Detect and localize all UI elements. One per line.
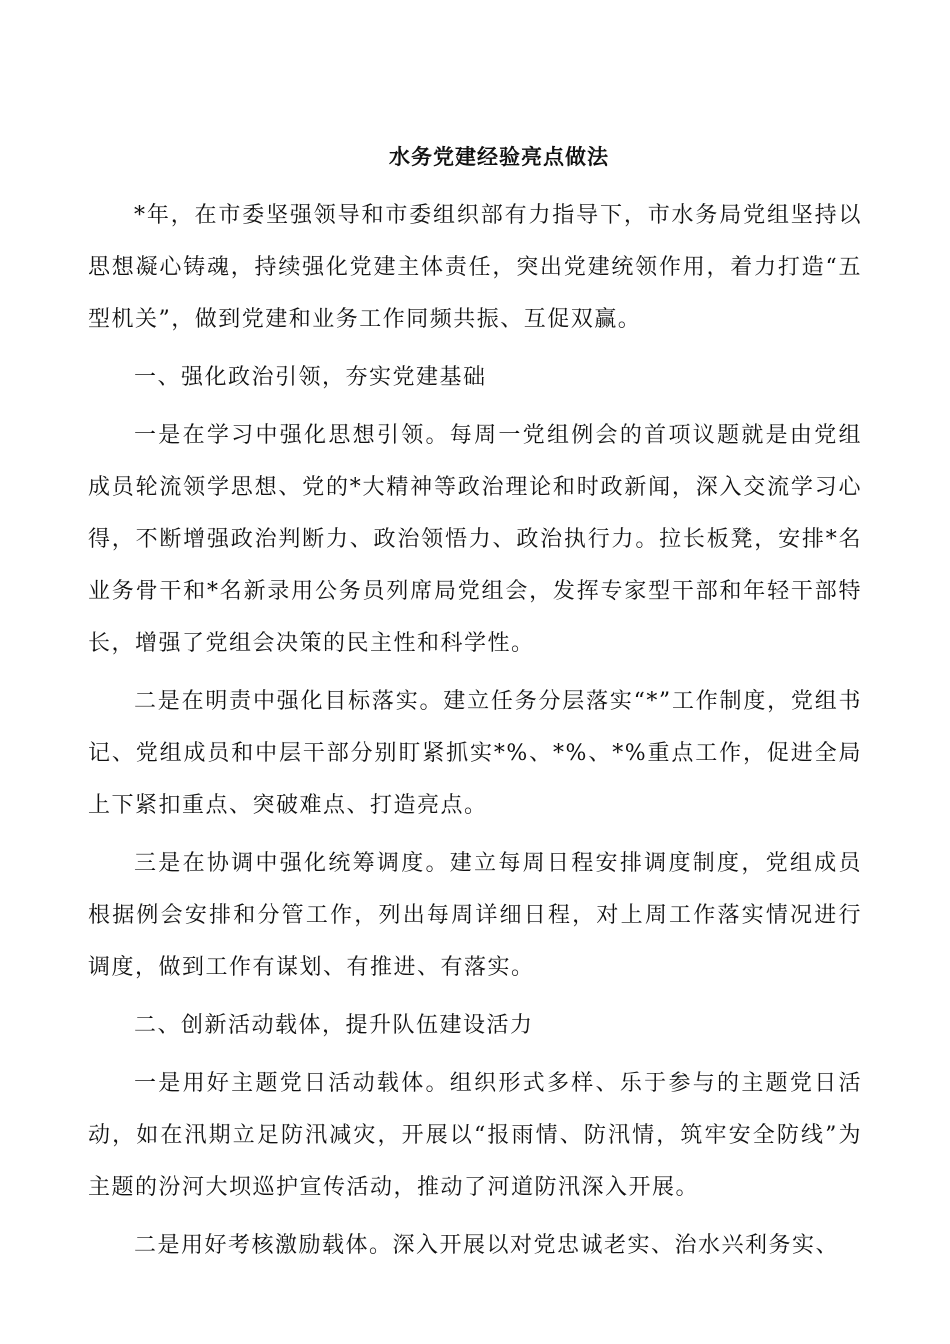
section-heading-2: 二、创新活动载体，提升队伍建设活力: [134, 1013, 534, 1038]
paragraph: 二是在明责中强化目标落实。建立任务分层落实“*”工作制度，党组书记、党组成员和中层干部分别盯紧抓实*%、*%、*%重点工作，促进全局上下紧扣重点、突破难点、打造亮点。: [88, 689, 862, 818]
paragraph: 一是在学习中强化思想引领。每周一党组例会的首项议题就是由党组成员轮流领学思想、党的*大精神等政治理论和时政新闻，深入交流学习心得，不断增强政治判断力、政治领悟力、政治执行力。拉长板凳，安排*名业务骨干和*名新录用公务员列席局党组会，发挥专家型干部和年轻干部特长，增强了党组会决策的民主性和科学性。: [88, 423, 862, 656]
paragraph: 二是用好考核激励载体。深入开展以对党忠诚老实、治水兴利务实、: [134, 1233, 840, 1258]
document-body: [88, 190, 862, 1278]
paragraph: 一是用好主题党日活动载体。组织形式多样、乐于参与的主题党日活动，如在汛期立足防汛减灾，开展以“报雨情、防汛情，筑牢安全防线”为主题的汾河大坝巡护宣传活动，推动了河道防汛深入开展。: [88, 1071, 862, 1200]
section-heading-1: 一、强化政治引领，夯实党建基础: [134, 365, 487, 390]
paragraph: 三是在协调中强化统筹调度。建立每周日程安排调度制度，党组成员根据例会安排和分管工作，列出每周详细日程，对上周工作落实情况进行调度，做到工作有谋划、有推进、有落实。: [88, 851, 862, 980]
paragraph-intro: *年，在市委坚强领导和市委组织部有力指导下，市水务局党组坚持以思想凝心铸魂，持续强化党建主体责任，突出党建统领作用，着力打造“五型机关”，做到党建和业务工作同频共振、互促双赢。: [88, 203, 862, 332]
document-title: 水务党建经验亮点做法: [389, 144, 609, 169]
